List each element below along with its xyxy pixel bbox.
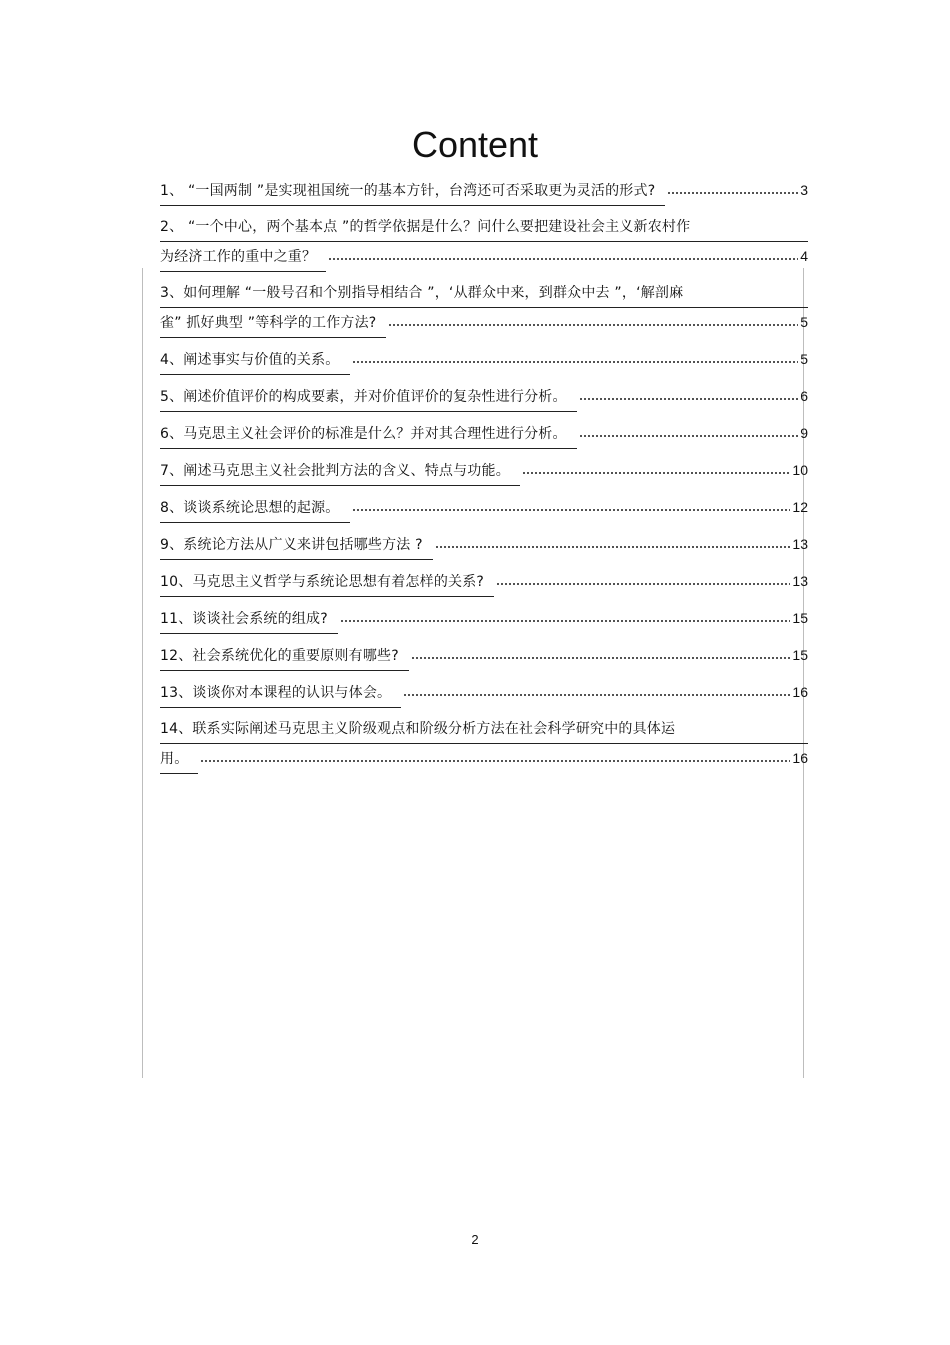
toc-page-number[interactable]: 9 <box>800 425 808 441</box>
dot-leader <box>579 433 798 439</box>
page-number: 2 <box>471 1232 479 1247</box>
dot-leader <box>522 470 791 476</box>
toc-page-number[interactable]: 10 <box>792 462 808 478</box>
toc-entry-text[interactable]: 9、系统论方法从广义来讲包括哪些方法 ? <box>160 531 433 560</box>
toc-entry-9[interactable] <box>160 530 808 567</box>
dot-leader <box>388 322 798 328</box>
toc-page-number[interactable]: 3 <box>800 182 808 198</box>
dot-leader <box>352 507 791 513</box>
toc-entry-4[interactable] <box>160 345 808 382</box>
toc-entry-text-line2[interactable]: 用。 <box>160 745 198 774</box>
toc-entry-text[interactable]: 4、阐述事实与价值的关系。 <box>160 346 350 375</box>
toc-page-number[interactable]: 4 <box>800 248 808 264</box>
toc-page-number[interactable]: 13 <box>792 573 808 589</box>
toc-entry-text-line1[interactable]: 14、联系实际阐述马克思主义阶级观点和阶级分析方法在社会科学研究中的具体运 <box>160 715 808 744</box>
toc-entry-text[interactable]: 10、马克思主义哲学与系统论思想有着怎样的关系? <box>160 568 494 597</box>
toc-entry-14[interactable] <box>160 715 808 781</box>
toc-entry-3[interactable] <box>160 279 808 345</box>
toc-entry-text[interactable]: 8、谈谈系统论思想的起源。 <box>160 494 350 523</box>
toc-page-number[interactable]: 6 <box>800 388 808 404</box>
dot-leader <box>340 618 791 624</box>
dot-leader <box>435 544 791 550</box>
toc-entry-text[interactable]: 11、谈谈社会系统的组成? <box>160 605 338 634</box>
toc-entry-13[interactable] <box>160 678 808 715</box>
table-of-contents <box>160 176 808 781</box>
toc-entry-12[interactable] <box>160 641 808 678</box>
toc-entry-text-line2[interactable]: 雀” 抓好典型 ”等科学的工作方法? <box>160 309 386 338</box>
page-title: Content <box>411 124 539 165</box>
toc-page-number[interactable]: 16 <box>792 684 808 700</box>
dot-leader <box>667 190 798 196</box>
toc-entry-text[interactable]: 6、马克思主义社会评价的标准是什么？并对其合理性进行分析。 <box>160 420 577 449</box>
toc-entry-text-line2[interactable]: 为经济工作的重中之重？ <box>160 243 326 272</box>
dot-leader <box>579 396 798 402</box>
dot-leader <box>200 758 790 764</box>
toc-entry-6[interactable] <box>160 419 808 456</box>
dot-leader <box>411 655 791 661</box>
toc-page-number[interactable]: 5 <box>800 314 808 330</box>
dot-leader <box>328 256 798 262</box>
dot-leader <box>352 359 799 365</box>
toc-entry-text[interactable]: 12、社会系统优化的重要原则有哪些? <box>160 642 409 671</box>
toc-page-number[interactable]: 13 <box>792 536 808 552</box>
toc-page-number[interactable]: 15 <box>792 610 808 626</box>
dot-leader <box>403 692 790 698</box>
toc-page-number[interactable]: 5 <box>800 351 808 367</box>
toc-entry-text[interactable]: 1、 “一国两制 ”是实现祖国统一的基本方针，台湾还可否采取更为灵活的形式? <box>160 177 665 206</box>
toc-entry-text-line1[interactable]: 2、 “一个中心，两个基本点 ”的哲学依据是什么？问什么要把建设社会主义新农村作 <box>160 213 808 242</box>
toc-page-number[interactable]: 16 <box>792 750 808 766</box>
toc-entry-7[interactable] <box>160 456 808 493</box>
toc-entry-text[interactable]: 13、谈谈你对本课程的认识与体会。 <box>160 679 401 708</box>
toc-page-number[interactable]: 12 <box>792 499 808 515</box>
toc-entry-text[interactable]: 7、阐述马克思主义社会批判方法的含义、特点与功能。 <box>160 457 520 486</box>
toc-entry-10[interactable] <box>160 567 808 604</box>
toc-page-number[interactable]: 15 <box>792 647 808 663</box>
toc-entry-text-line1[interactable]: 3、如何理解 “一般号召和个别指导相结合 ”，‘从群众中来，到群众中去 ”，‘解剖麻 <box>160 279 808 308</box>
toc-entry-5[interactable] <box>160 382 808 419</box>
toc-entry-1[interactable] <box>160 176 808 213</box>
toc-entry-2[interactable] <box>160 213 808 279</box>
toc-entry-8[interactable] <box>160 493 808 530</box>
dot-leader <box>496 581 790 587</box>
toc-entry-11[interactable] <box>160 604 808 641</box>
toc-entry-text[interactable]: 5、阐述价值评价的构成要素，并对价值评价的复杂性进行分析。 <box>160 383 577 412</box>
